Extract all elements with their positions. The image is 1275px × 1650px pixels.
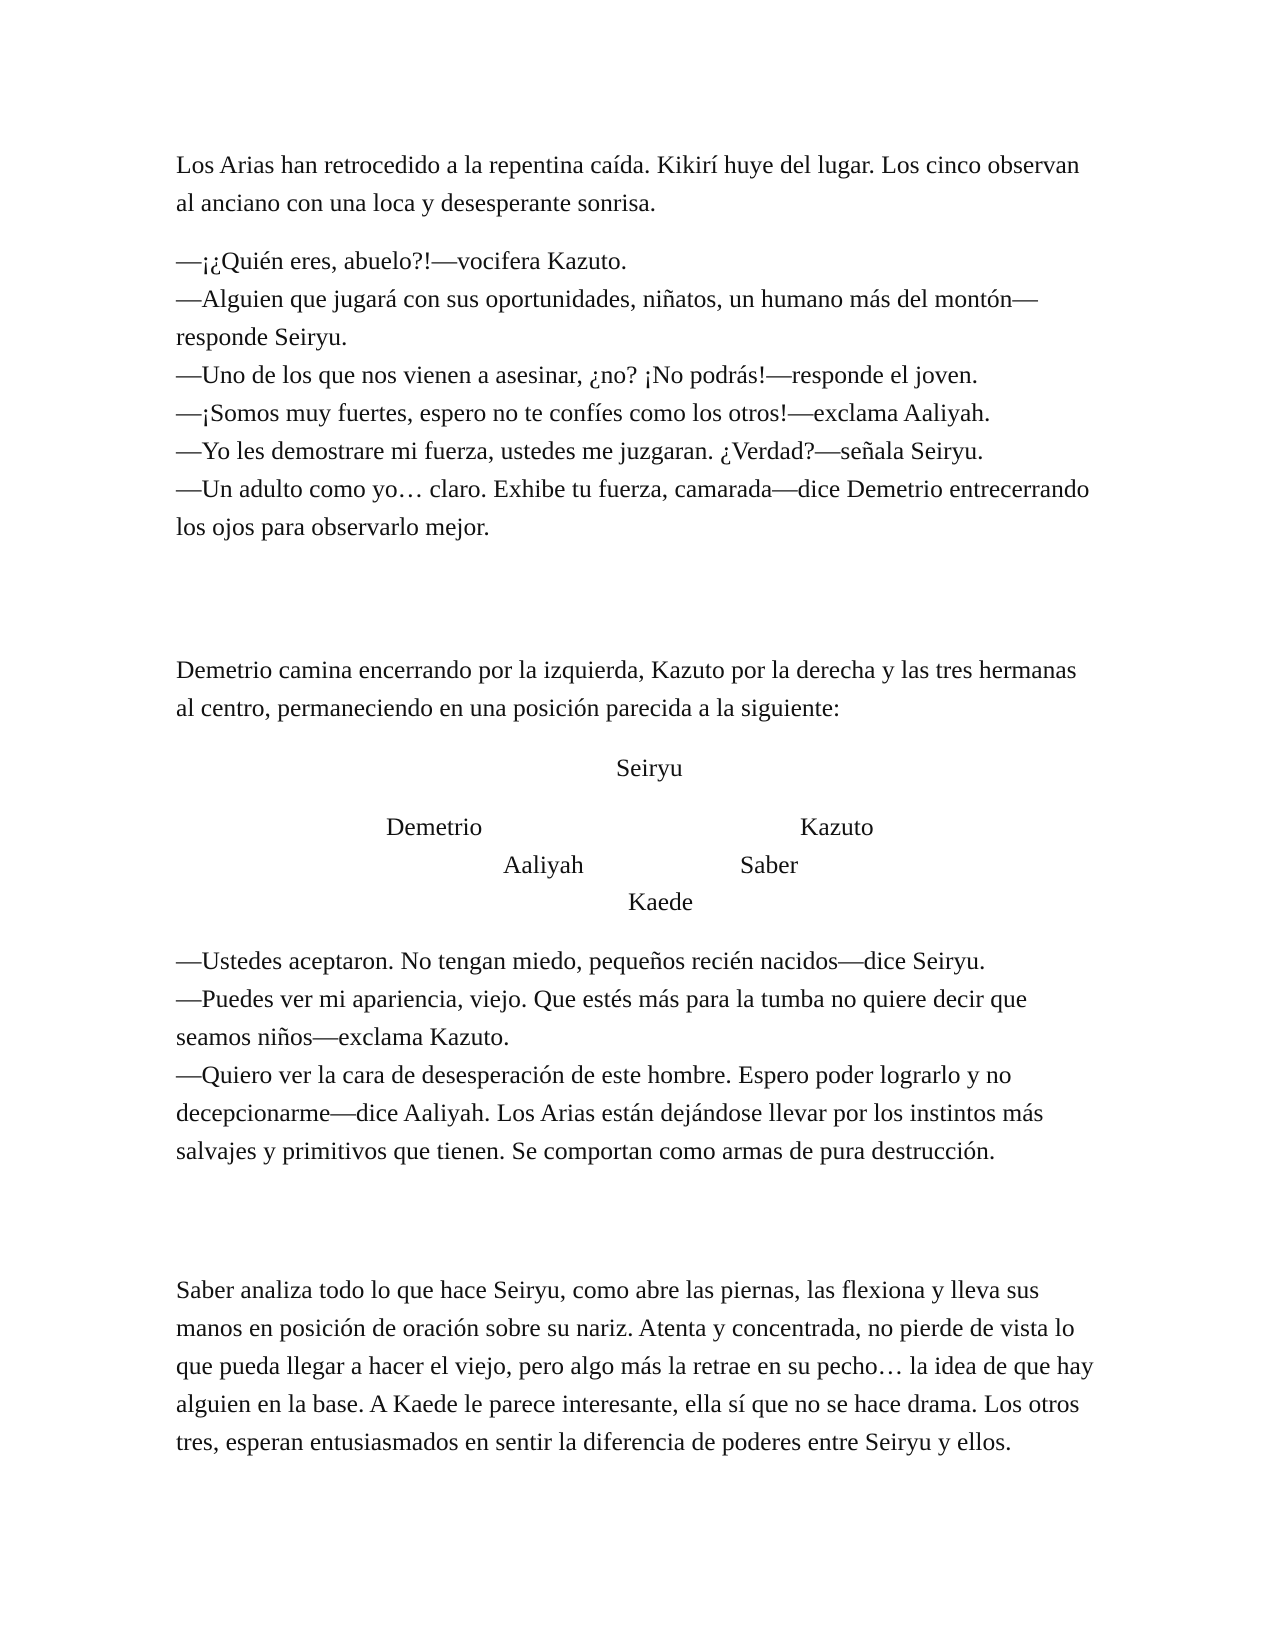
dialogue-line: —¡¿Quién eres, abuelo?!—vocifera Kazuto. [176,246,627,275]
position-saber: Saber [740,850,799,879]
paragraph-intro [176,146,1096,222]
position-demetrio: Demetrio [386,812,483,841]
dialogue-line: —Yo les demostrare mi fuerza, ustedes me juzgaran. ¿Verdad?—señala Seiryu. [176,436,984,465]
position-aaliyah: Aaliyah [503,850,584,879]
paragraph-text: Demetrio camina encerrando por la izquierda, Kazuto por la derecha y las tres hermanas al centro, permaneciendo en una posición parecida a la siguiente: [176,655,1077,722]
paragraph-text: Saber analiza todo lo que hace Seiryu, como abre las piernas, las flexiona y lleva sus manos en posición de oración sobre su nariz. Atenta y concentrada, no pierde de vista lo que pueda llegar a hacer el viejo, pero algo más la retrae en su pecho… la idea de que hay alguien en la base. A Kaede le parece interesante, ella sí que no se hace drama. Los otros tres, esperan entusiasmados en sentir la diferencia de poderes entre Seiryu y ellos. [176,1275,1094,1456]
position-seiryu: Seiryu [616,753,683,782]
dialogue-line: —Quiero ver la cara de desesperación de este hombre. Espero poder lograrlo y no decepcionarme—dice Aaliyah. Los Arias están dejándose llevar por los instintos más salvajes y primitivos que tienen. Se comportan como armas de pura destrucción. [176,1060,1044,1165]
dialogue-block-2 [176,942,1096,1170]
dialogue-line: —Puedes ver mi apariencia, viejo. Que estés más para la tumba no quiere decir que seamos niños—exclama Kazuto. [176,984,1028,1051]
paragraph-text: Los Arias han retrocedido a la repentina caída. Kikirí huye del lugar. Los cinco observan al anciano con una loca y desesperante sonrisa. [176,150,1080,217]
position-kaede: Kaede [628,887,694,916]
dialogue-line: —¡Somos muy fuertes, espero no te confíes como los otros!—exclama Aaliyah. [176,398,991,427]
dialogue-block-1 [176,242,1096,546]
dialogue-line: —Ustedes aceptaron. No tengan miedo, pequeños recién nacidos—dice Seiryu. [176,946,986,975]
paragraph-closing [176,1271,1096,1461]
dialogue-line: —Alguien que jugará con sus oportunidades, niñatos, un humano más del montón—responde Seiryu. [176,284,1038,351]
dialogue-line: —Un adulto como yo… claro. Exhibe tu fuerza, camarada—dice Demetrio entrecerrando los ojos para observarlo mejor. [176,474,1090,541]
position-kazuto: Kazuto [800,812,874,841]
paragraph-positions-intro [176,651,1096,727]
dialogue-line: —Uno de los que nos vienen a asesinar, ¿no? ¡No podrás!—responde el joven. [176,360,979,389]
